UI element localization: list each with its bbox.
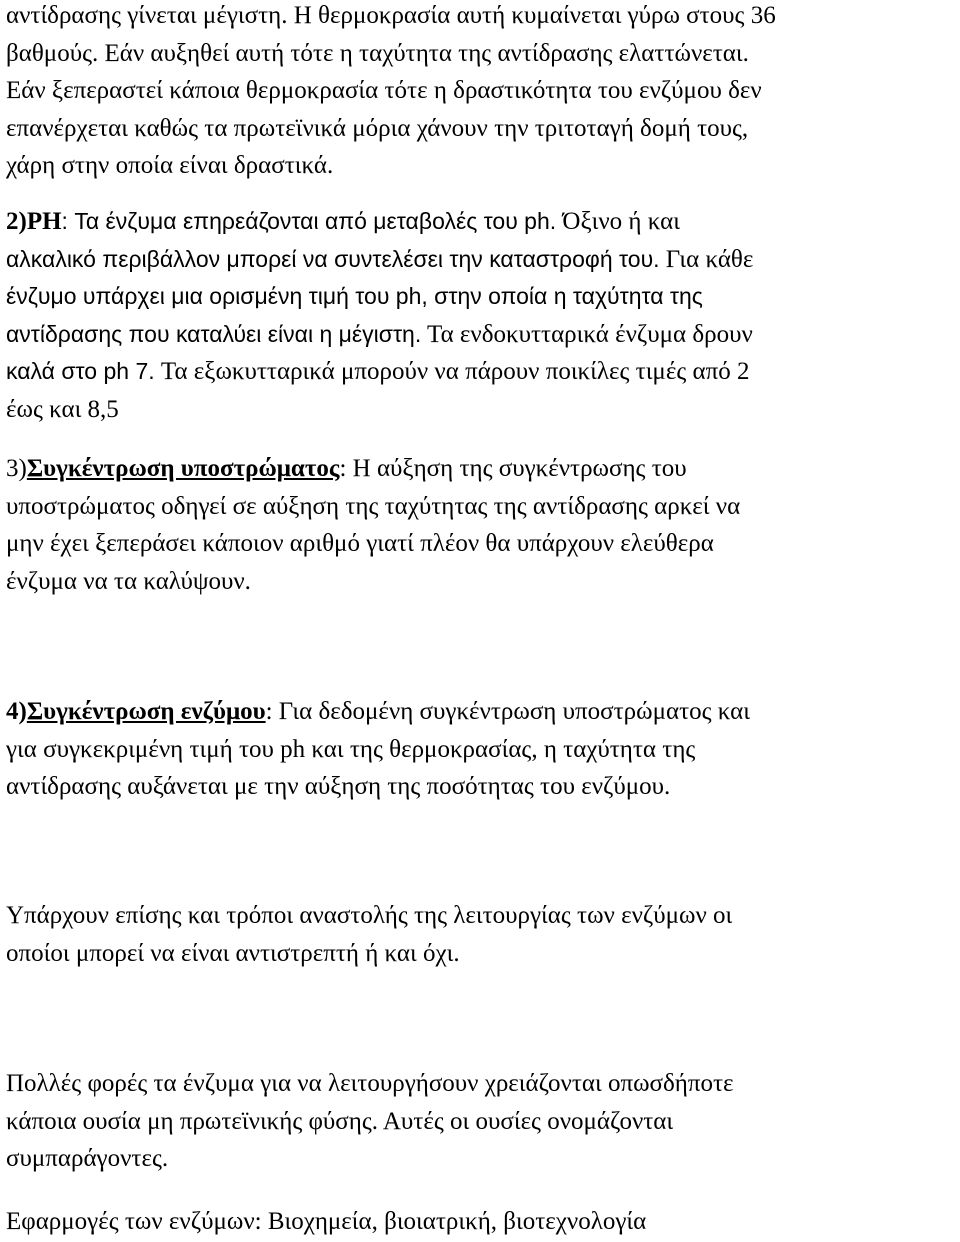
section-number: 4) [6,698,27,725]
text-line [6,241,956,279]
text-line: ένζυμα να τα καλύψουν. [6,567,251,595]
text-line: επανέρχεται καθώς τα πρωτεϊνικά μόρια χάνουν την τριτοταγή δομή τους, [6,114,749,142]
text-line: βαθμούς. Εάν αυξηθεί αυτή τότε η ταχύτητα της αντίδρασης ελαττώνεται. [6,39,749,67]
paragraph-inhibition [6,897,956,972]
paragraph-substrate [6,450,956,600]
text-line [6,203,956,241]
text-fragment: Τα εξωκυτταρικά μπορούν να πάρουν ποικίλες τιμές από 2 [154,358,750,386]
text-line: αντίδρασης αυξάνεται με την αύξηση της ποσότητας του ενζύμου. [6,773,671,801]
section-heading-ph: 2)PH [6,208,62,235]
text-line: Πολλές φορές τα ένζυμα για να λειτουργήσουν χρειάζονται οπωσδήποτε [6,1070,734,1097]
paragraph-enzyme-concentration [6,693,956,806]
text-fragment: Για κάθε [659,245,754,273]
text-fragment: Τα ενδοκυτταρικά ένζυμα δρουν [421,320,753,348]
text-line: Εάν ξεπεραστεί κάποια θερμοκρασία τότε η δραστικότητα του ενζύμου δεν [6,77,762,105]
text-line: Εφαρμογές των ενζύμων: Βιοχημεία, βιοιατρική, βιοτεχνολογία [6,1208,647,1235]
text-fragment: αλκαλικό περιβάλλον μπορεί να συντελέσει την καταστροφή του. [6,245,660,272]
text-line: οποίοι μπορεί να είναι αντιστρεπτή ή και όχι. [6,939,460,967]
section-heading-enzyme: Συγκέντρωση ενζύμου [26,698,266,725]
section-number: 3) [6,455,27,482]
text-line: κάποια ουσία μη πρωτεϊνικής φύσης. Αυτές οι ουσίες ονομάζονται [6,1107,674,1135]
text-line: ένζυμο υπάρχει μια ορισμένη τιμή του ph, στην οποία η ταχύτητα της [6,283,703,310]
text-line [6,693,956,731]
paragraph-cofactors [6,1065,956,1178]
text-line [6,353,956,391]
paragraph-applications [6,1203,956,1241]
text-fragment: : Τα ένζυμα επηρεάζονται από μεταβολές του ph. [61,208,557,234]
text-line: μην έχει ξεπεράσει κάποιον αριθμό γιατί πλέον θα υπάρχουν ελεύθερα [6,530,714,558]
text-line: χάρη στην οποία είναι δραστικά. [6,152,334,180]
text-line: υποστρώματος οδηγεί σε αύξηση της ταχύτητας της αντίδρασης αρκεί να [6,492,741,520]
text-line: Υπάρχουν επίσης και τρόποι αναστολής της λειτουργίας των ενζύμων οι [6,902,733,929]
text-fragment: : Η αύξηση της συγκέντρωσης του [339,455,687,482]
text-fragment: : Για δεδομένη συγκέντρωση υποστρώματος και [265,698,750,725]
text-line [6,316,956,354]
paragraph-temperature [6,0,956,185]
text-fragment: αντίδρασης που καταλύει είναι η μέγιστη. [6,320,422,347]
text-line: συμπαράγοντες. [6,1145,169,1173]
paragraph-ph [6,203,956,429]
text-fragment: καλά στο ph 7. [6,358,155,385]
text-line [6,450,956,488]
text-fragment: Όξινο ή και [556,208,680,235]
section-heading-substrate: Συγκέντρωση υποστρώματος [26,455,340,482]
text-line: έως και 8,5 [6,395,119,423]
text-line: για συγκεκριμένη τιμή του ph και της θερμοκρασίας, η ταχύτητα της [6,735,696,763]
text-line: αντίδρασης γίνεται μέγιστη. Η θερμοκρασία αυτή κυμαίνεται γύρω στους 36 [6,2,776,29]
